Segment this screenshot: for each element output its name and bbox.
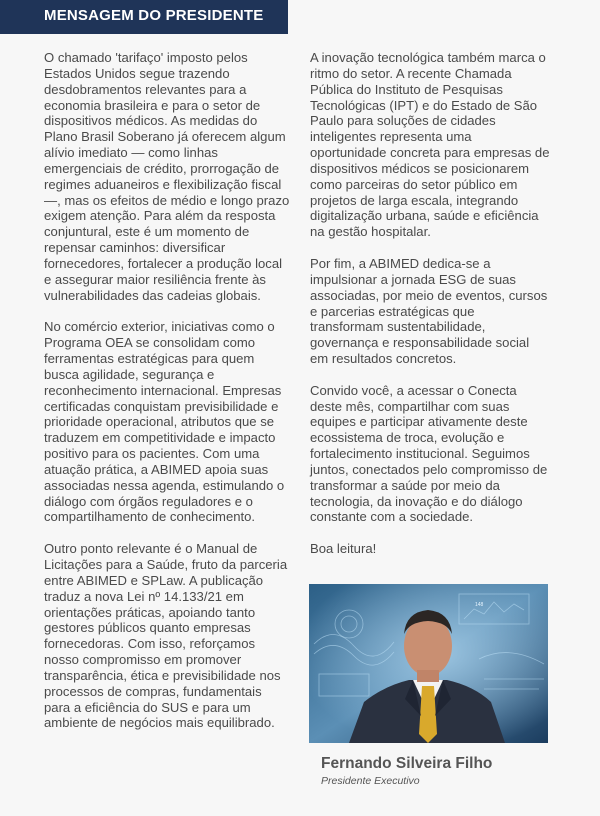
right-column [310,50,550,573]
section-header [0,0,288,34]
signature-name: Fernando Silveira Filho [321,755,493,772]
paragraph-esg: Por fim, a ABIMED dedica-se a impulsionar a jornada ESG de suas associadas, por meio de eventos, cursos e parcerias estratégicas que transformam sustentabilidade, governança e responsabilidade social em resultados concretos. [310,255,548,367]
left-column [44,50,290,747]
paragraph-comercio-exterior: No comércio exterior, iniciativas como o Programa OEA se consolidam como ferramentas estratégicas para quem busca agilidade, segurança e reconhecimento internacional. Empresas certificadas conquistam previsibilidade e prioridade operacional, atributos que se traduzem em competitividade e impacto positivo para os pacientes. Com uma atuação prática, a ABIMED apoia suas associadas nessa agenda, estimulando o diálogo com órgãos reguladores e o compartilhamento de conhecimento. [44,319,285,525]
hud-label: 148 [475,602,484,608]
president-photo [309,584,548,743]
section-title: MENSAGEM DO PRESIDENTE [44,7,264,24]
paragraph-tarifaco: O chamado 'tarifaço' imposto pelos Estados Unidos segue trazendo desdobramentos relevantes para a economia brasileira e para o setor de dispositivos médicos. As medidas do Plano Brasil Soberano já oferecem algum alívio imediato — como linhas emergenciais de crédito, prorrogação de regimes aduaneiros e flexibilização fiscal —, mas os efeitos de médio e longo prazo exigem atenção. Para além da resposta conjuntural, este é um momento de repensar caminhos: diversificar fornecedores, fortalecer a produção local e assegurar maior resiliência frente às vulnerabilidades das cadeias globais. [44,50,290,303]
paragraph-inovacao: A inovação tecnológica também marca o ritmo do setor. A recente Chamada Pública do Instituto de Pesquisas Tecnológicas (IPT) e do Estado de São Paulo para soluções de cidades inteligentes representa uma oportunidade concreta para empresas de dispositivos médicos se posicionarem como parceiras do setor público em projetos de larga escala, integrando digitalização urbana, saúde e eficiência na gestão hospitalar. [310,50,550,240]
signature-role: Presidente Executivo [321,775,420,787]
paragraph-boa-leitura: Boa leitura! [310,541,377,557]
paragraph-manual-licitacoes: Outro ponto relevante é o Manual de Licitações para a Saúde, fruto da parceria entre ABIMED e SPLaw. A publicação traduz a nova Lei nº 14.133/21 em orientações práticas, apoiando tanto gestores públicos quanto empresas fornecedoras. Com isso, reforçamos nosso compromisso em promover transparência, ética e previsibilidade nos processos de compras, fundamentais para a eficiência do SUS e para um ambiente de negócios mais equilibrado. [44,541,288,731]
paragraph-convite: Convido você, a acessar o Conecta deste mês, compartilhar com suas equipes e participar ativamente deste ecossistema de troca, evolução e fortalecimento institucional. Seguimos juntos, conectados pelo compromisso de transformar a saúde por meio da tecnologia, da inovação e do diálogo constante com a sociedade. [310,382,548,525]
